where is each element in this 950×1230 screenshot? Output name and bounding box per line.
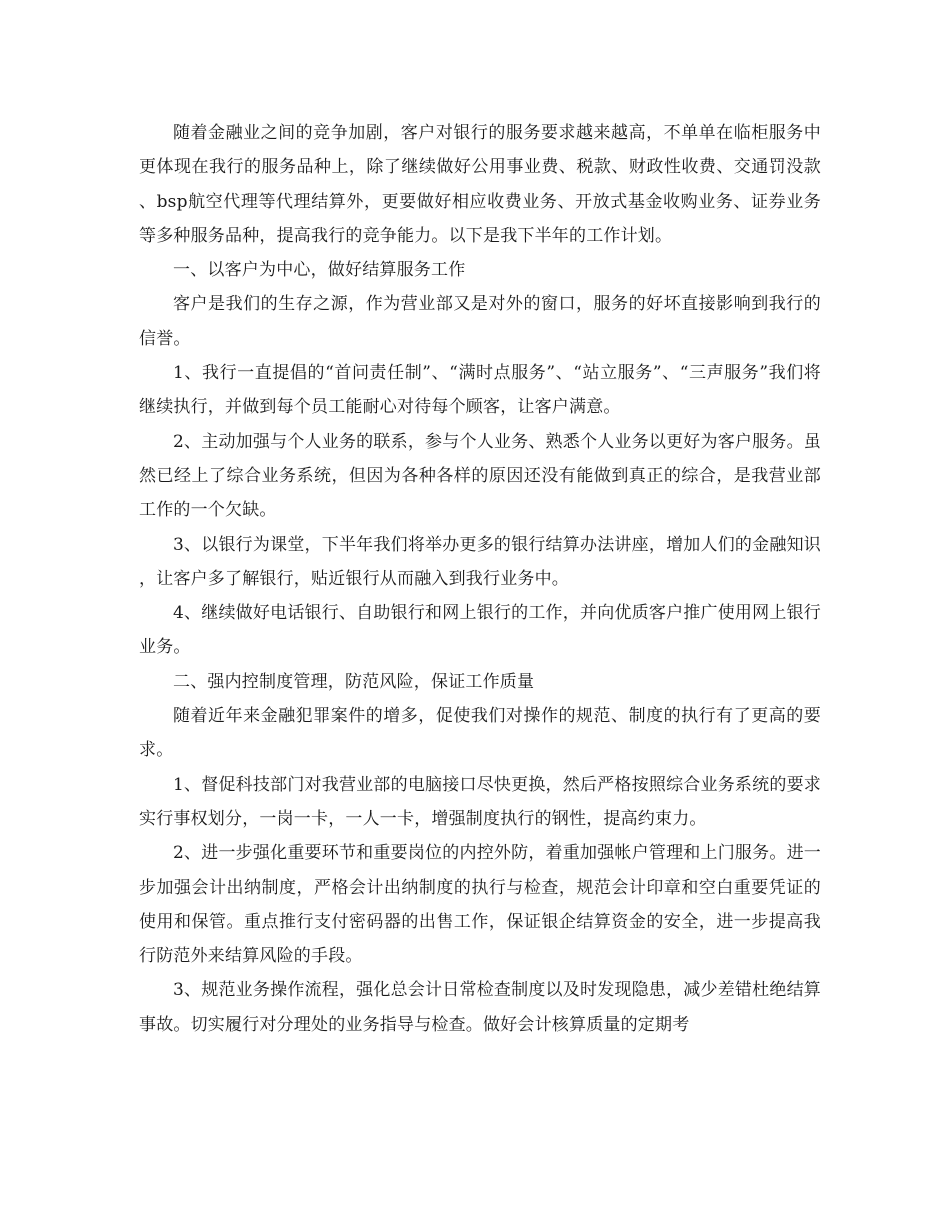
list-item: 2、主动加强与个人业务的联系，参与个人业务、熟悉个人业务以更好为客户服务。虽然已经上了综合业务系统，但因为各种各样的原因还没有能做到真正的综合，是我营业部工作的一个欠缺。 [139,431,821,521]
paragraph: 客户是我们的生存之源，作为营业部又是对外的窗口，服务的好坏直接影响到我行的信誉。 [139,294,821,349]
list-item: 3、规范业务操作流程，强化总会计日常检查制度以及时发现隐患，减少差错杜绝结算事故。切实履行对分理处的业务指导与检查。做好会计核算质量的定期考 [139,980,821,1035]
list-item: 3、以银行为课堂，下半年我们将举办更多的银行结算办法讲座，增加人们的金融知识，让客户多了解银行，贴近银行从而融入到我行业务中。 [139,534,821,589]
section-heading-2: 二、强内控制度管理，防范风险，保证工作质量 [173,671,535,692]
paragraph: 随着近年来金融犯罪案件的增多，促使我们对操作的规范、制度的执行有了更高的要求。 [139,706,821,761]
list-item: 1、我行一直提倡的“首问责任制”、“满时点服务”、“站立服务”、“三声服务”我们将继续执行，并做到每个员工能耐心对待每个顾客，让客户满意。 [139,363,821,418]
paragraph-intro: 随着金融业之间的竞争加剧，客户对银行的服务要求越来越高，不单单在临柜服务中更体现在我行的服务品种上，除了继续做好公用事业费、税款、财政性收费、交通罚没款、bsp航空代理等代理结算外，更要做好相应收费业务、开放式基金收购业务、证券业务等多种服务品种，提高我行的竞争能力。以下是我下半年的工作计划。 [139,123,821,246]
list-item: 4、继续做好电话银行、自助银行和网上银行的工作，并向优质客户推广使用网上银行业务。 [139,603,821,658]
document-body [139,116,821,1042]
section-heading-1: 一、以客户为中心，做好结算服务工作 [173,260,466,281]
list-item: 2、进一步强化重要环节和重要岗位的内控外防，着重加强帐户管理和上门服务。进一步加强会计出纳制度，严格会计出纳制度的执行与检查，规范会计印章和空白重要凭证的使用和保管。重点推行支付密码器的出售工作，保证银企结算资金的安全，进一步提高我行防范外来结算风险的手段。 [139,843,821,967]
list-item: 1、督促科技部门对我营业部的电脑接口尽快更换，然后严格按照综合业务系统的要求实行事权划分，一岗一卡，一人一卡，增强制度执行的钢性，提高约束力。 [139,774,821,829]
